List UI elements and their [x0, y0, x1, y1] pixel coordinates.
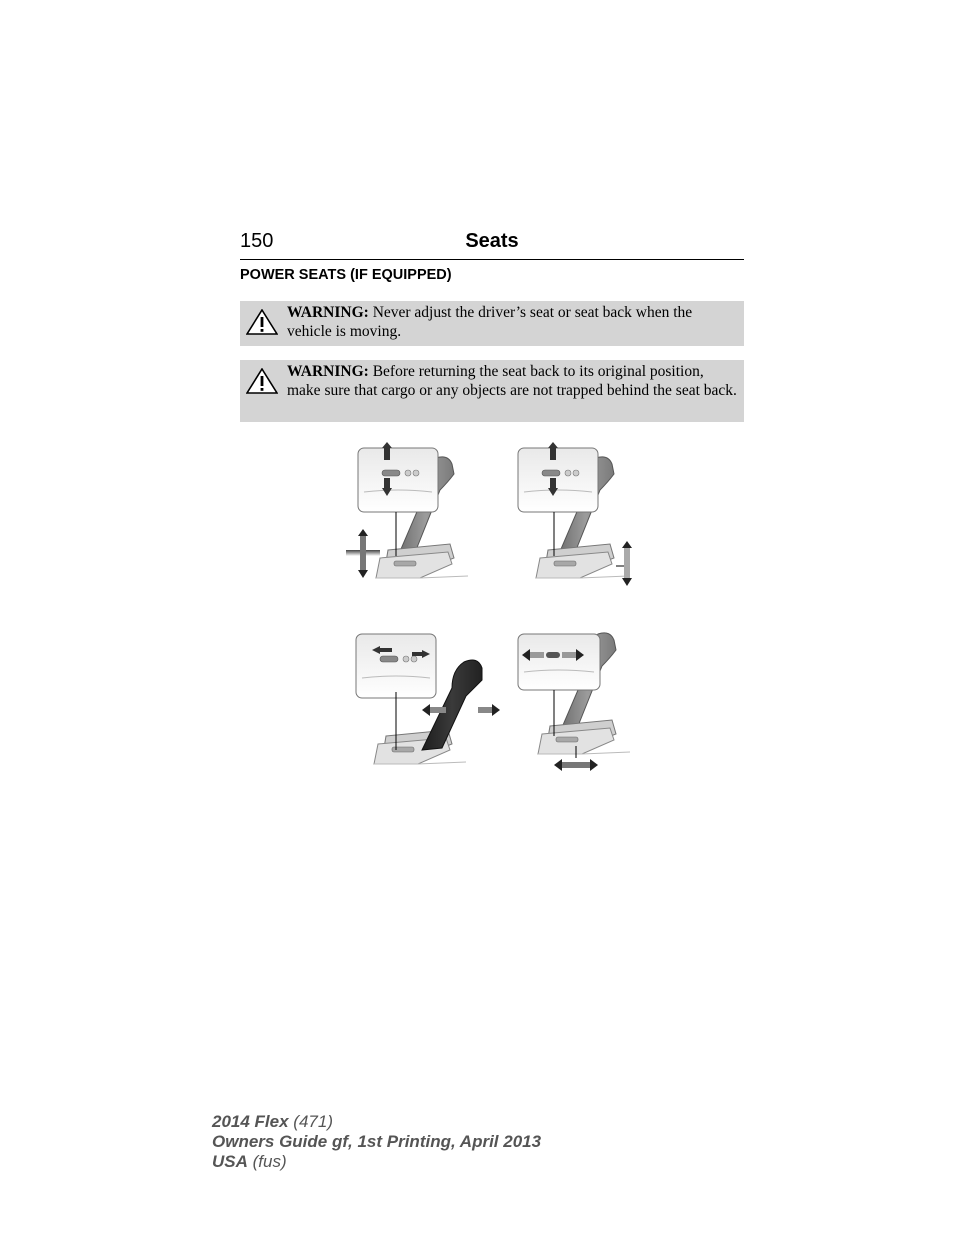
footer-line-3: [212, 1152, 541, 1172]
footer-model-code: (471): [293, 1112, 333, 1131]
page-number: 150: [240, 230, 274, 252]
seat-height-rear-panel: [518, 442, 632, 586]
warning-label: WARNING:: [287, 363, 369, 380]
warning-label: WARNING:: [287, 304, 369, 321]
footer-market-code: (fus): [252, 1152, 287, 1171]
warning-box-2: [240, 360, 744, 422]
warning-text: Before returning the seat back to its original position, make sure that cargo or any objects are not trapped behind the seat back.: [287, 363, 737, 399]
footer-line-2: Owners Guide gf, 1st Printing, April 2013: [212, 1132, 542, 1151]
footer-model: 2014 Flex: [212, 1112, 289, 1131]
seatback-recline-panel: [356, 634, 500, 764]
section-title: POWER SEATS (IF EQUIPPED): [240, 267, 452, 283]
warning-triangle-icon: [244, 362, 284, 396]
page-header: [240, 228, 744, 260]
chapter-title: Seats: [465, 230, 519, 252]
footer-line-1: [212, 1112, 541, 1132]
footer-market: USA: [212, 1152, 248, 1171]
warning-box-1: [240, 301, 744, 346]
warning-triangle-icon: [244, 303, 284, 337]
warning-text: Never adjust the driver’s seat or seat back when the vehicle is moving.: [287, 304, 693, 340]
seat-height-front-panel: [346, 442, 468, 578]
seat-fore-aft-panel: [518, 633, 630, 771]
page-footer: [212, 1112, 541, 1172]
power-seat-controls-figure: [340, 440, 660, 785]
